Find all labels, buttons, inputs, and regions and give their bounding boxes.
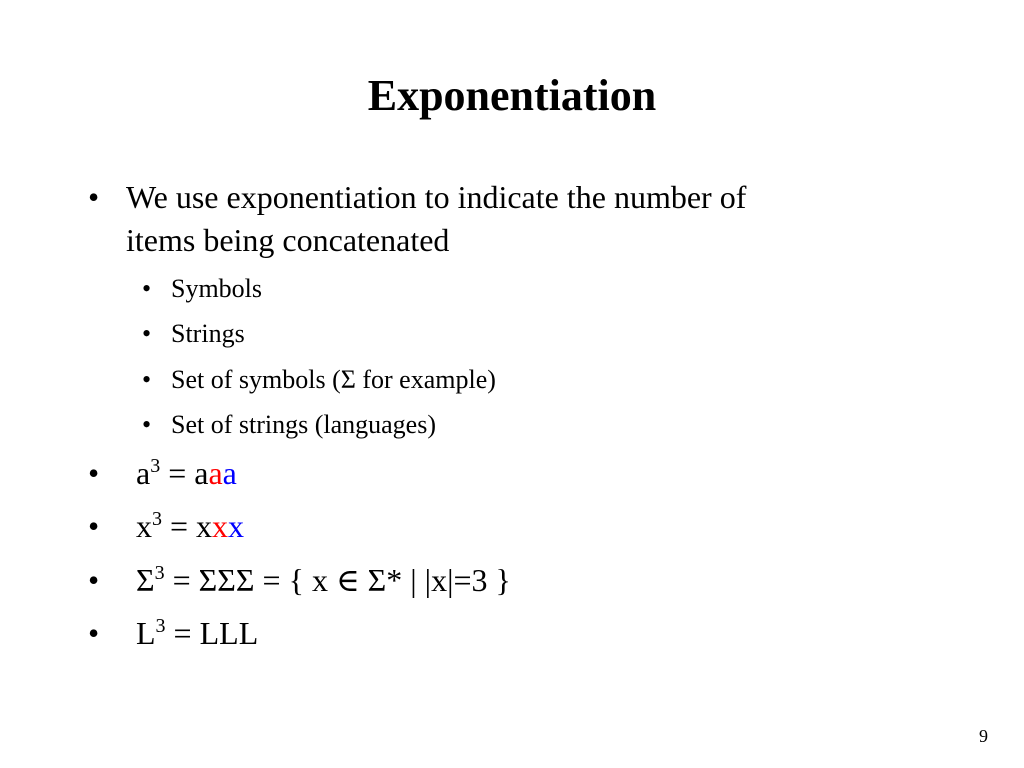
bullet-dot: • xyxy=(88,615,100,651)
equation-exponent: 3 xyxy=(150,455,161,477)
equation-char-3-blue: x xyxy=(228,508,245,544)
equation-char-1: a xyxy=(194,455,209,491)
equation-base: a xyxy=(136,455,151,491)
sub-bullet-dot: • xyxy=(142,274,152,303)
sub-item-label: Symbols xyxy=(171,274,263,303)
sub-item-label: Strings xyxy=(171,319,245,348)
equation-equals: = xyxy=(162,508,197,544)
equation-equals: = xyxy=(160,455,195,491)
bullet-equation-sigma xyxy=(88,559,511,602)
bullet-dot: • xyxy=(88,508,100,544)
equation-x xyxy=(136,508,244,544)
sub-item-label: Set of strings (languages) xyxy=(171,410,437,439)
sub-bullet-dot: • xyxy=(142,319,152,348)
bullet-intro-line-2: items being concatenated xyxy=(126,222,450,258)
bullet-equation-a xyxy=(88,452,237,495)
equation-exponent: 3 xyxy=(154,562,165,584)
equation-base: L xyxy=(136,615,156,651)
sub-item-set-of-strings xyxy=(142,408,436,442)
sub-bullet-dot: • xyxy=(142,410,152,439)
equation-exponent: 3 xyxy=(155,615,166,637)
bullet-dot: • xyxy=(88,562,100,598)
equation-exponent: 3 xyxy=(152,508,162,530)
equation-rest: = ΣΣΣ = { x ∈ Σ* | |x|=3 } xyxy=(164,562,511,598)
bullet-equation-x xyxy=(88,505,244,548)
sub-item-strings xyxy=(142,317,245,351)
equation-char-1: x xyxy=(196,508,213,544)
bullet-intro-line-1: We use exponentiation to indicate the number of xyxy=(126,179,747,215)
equation-rest: = LLL xyxy=(165,615,259,651)
sub-item-label: Set of symbols (Σ for example) xyxy=(171,365,496,394)
equation-base: Σ xyxy=(136,562,155,598)
equation-char-3-blue: a xyxy=(222,455,237,491)
equation-char-2-red: x xyxy=(212,508,229,544)
slide-title: Exponentiation xyxy=(367,71,657,120)
equation-a xyxy=(136,455,237,491)
equation-base: x xyxy=(136,508,152,544)
bullet-dot: • xyxy=(88,179,100,215)
sub-item-symbols xyxy=(142,272,262,306)
sub-bullet-dot: • xyxy=(142,365,152,394)
equation-L xyxy=(136,615,258,651)
bullet-dot: • xyxy=(88,455,100,491)
bullet-intro xyxy=(88,176,948,262)
sub-item-set-of-symbols xyxy=(142,363,496,397)
equation-char-2-red: a xyxy=(208,455,223,491)
bullet-equation-L xyxy=(88,612,258,655)
equation-sigma xyxy=(136,562,511,598)
page-number: 9 xyxy=(979,726,988,746)
